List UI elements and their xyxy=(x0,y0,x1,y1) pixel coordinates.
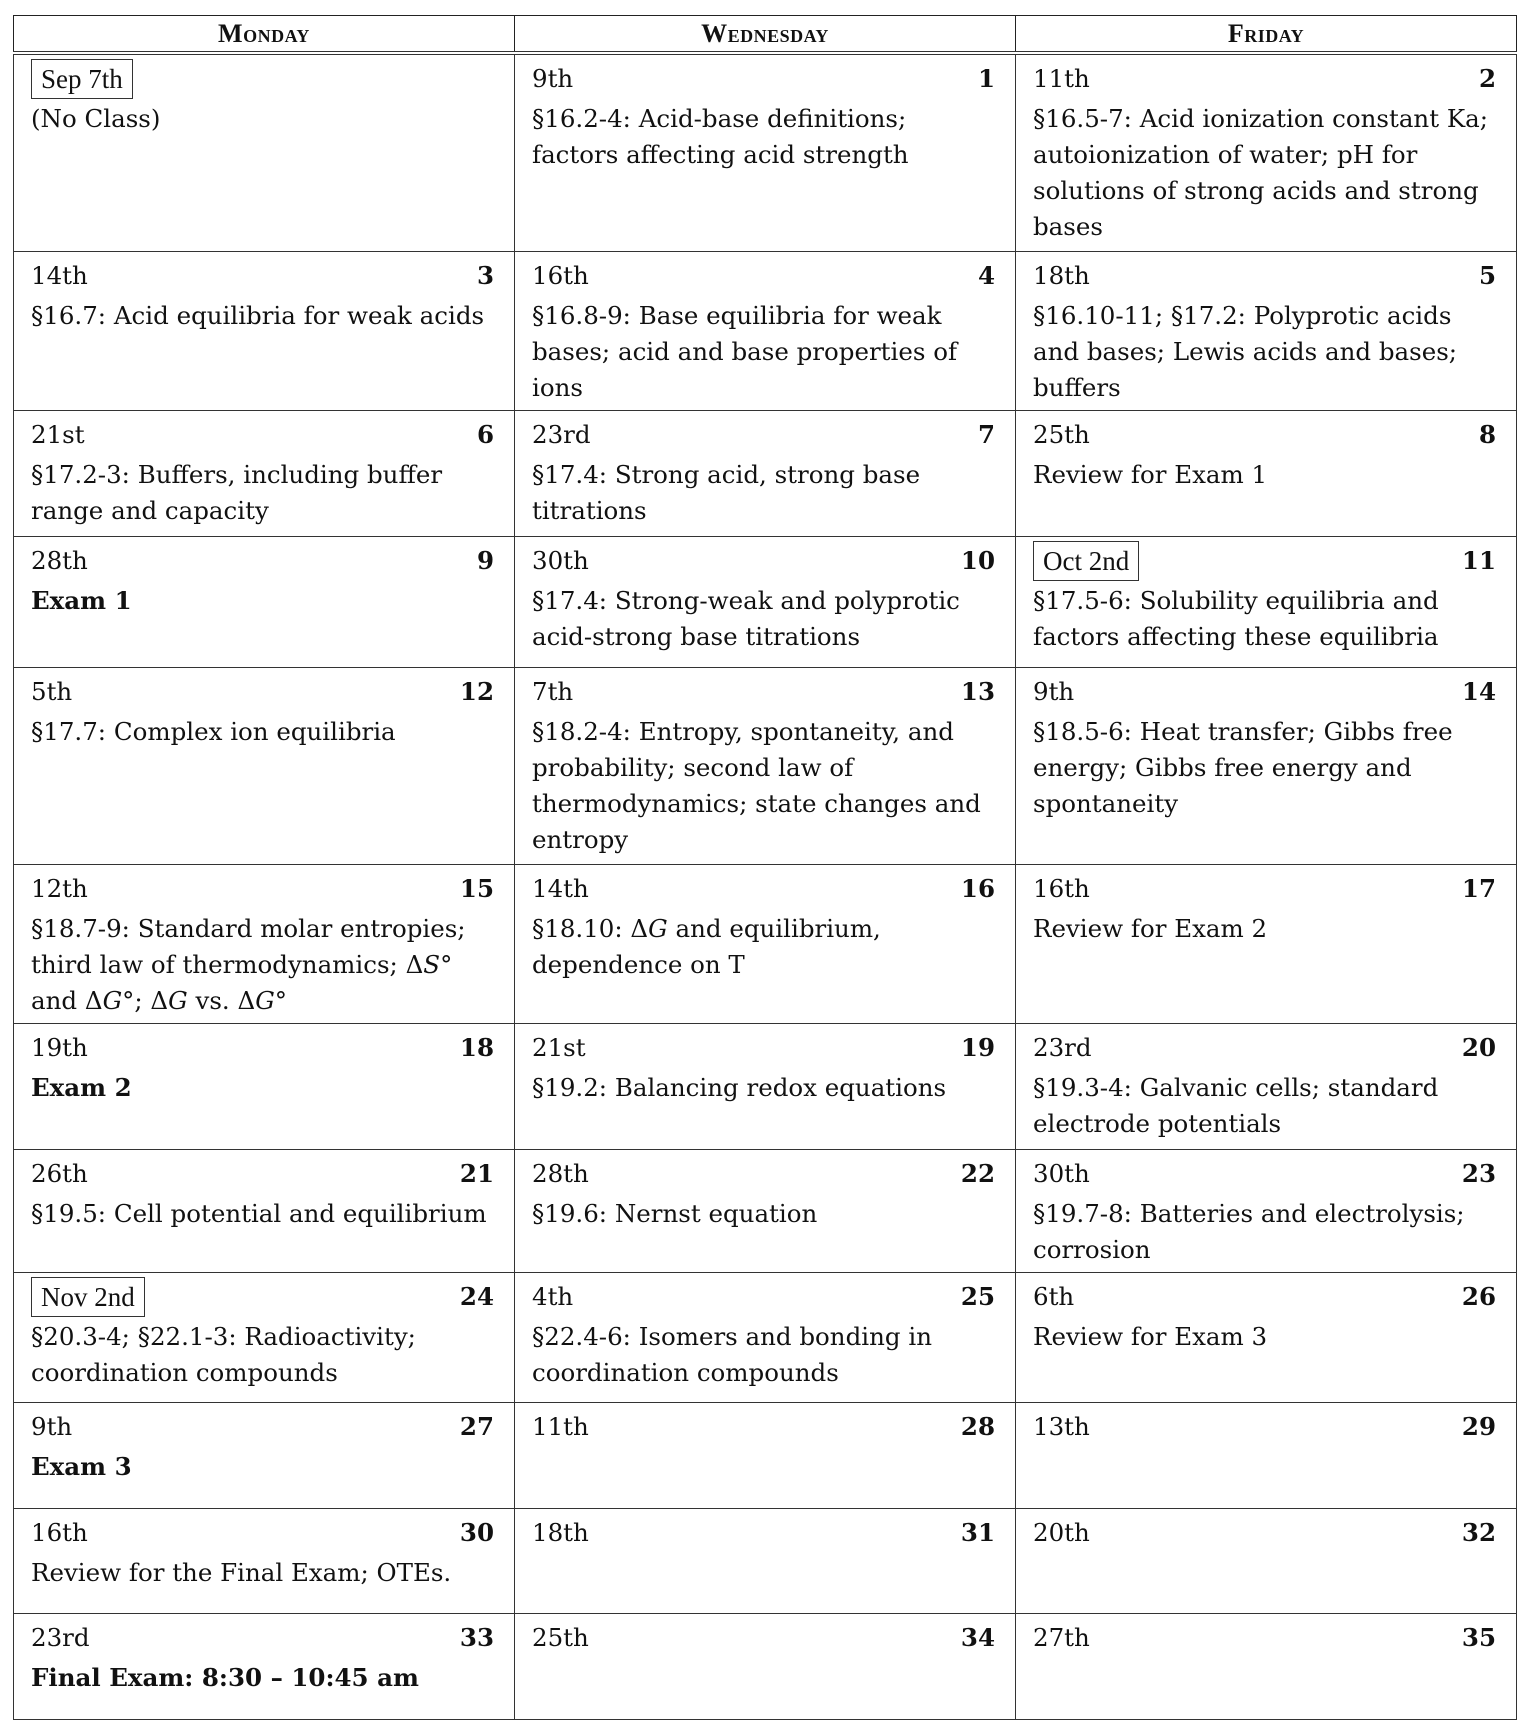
cell-header xyxy=(532,674,995,710)
lecture-number: 15 xyxy=(459,873,494,903)
topic-text: §19.5: Cell potential and equilibrium xyxy=(31,1198,487,1228)
course-schedule-table xyxy=(13,15,1517,1720)
day-cell-wednesday xyxy=(515,1402,1016,1508)
topic-text: §18.7-9: Standard molar entropies; third law of thermodynamics; ΔS° and ΔG°; ΔG vs. ΔG° xyxy=(31,913,466,1015)
topic-text: §20.3-4; §22.1-3: Radioactivity; coordination compounds xyxy=(31,1321,416,1387)
cell-header xyxy=(1033,871,1496,907)
cell-header xyxy=(1033,1620,1496,1656)
day-cell-monday xyxy=(14,536,515,667)
lecture-number: 18 xyxy=(459,1032,494,1062)
day-cell-wednesday xyxy=(515,864,1016,1023)
lecture-number: 16 xyxy=(960,873,995,903)
lecture-number: 33 xyxy=(459,1622,494,1652)
cell-header xyxy=(532,543,995,579)
topic-text: §16.5-7: Acid ionization constant Ka; autoionization of water; pH for solutions of strong acids and strong bases xyxy=(1033,104,1488,241)
day-cell-friday xyxy=(1016,1402,1517,1508)
day-cell-monday xyxy=(14,53,515,251)
week-row xyxy=(14,1508,1517,1613)
date-label: 27th xyxy=(1033,1622,1090,1652)
topic-text: Review for Exam 2 xyxy=(1033,913,1268,943)
cell-header xyxy=(532,1515,995,1551)
cell-header xyxy=(532,1156,995,1192)
day-cell-wednesday xyxy=(515,1613,1016,1719)
week-row xyxy=(14,1613,1517,1719)
day-cell-wednesday xyxy=(515,1023,1016,1149)
cell-header xyxy=(31,543,494,579)
cell-header xyxy=(1033,1030,1496,1066)
lecture-number: 14 xyxy=(1461,676,1496,706)
lecture-number: 19 xyxy=(960,1032,995,1062)
lecture-number: 25 xyxy=(960,1281,995,1311)
lecture-number: 12 xyxy=(459,676,494,706)
cell-header xyxy=(31,258,494,294)
cell-header xyxy=(532,871,995,907)
cell-header xyxy=(31,1030,494,1066)
lecture-number: 28 xyxy=(960,1411,995,1441)
date-label: 25th xyxy=(1033,419,1090,449)
cell-header xyxy=(31,417,494,453)
day-cell-friday xyxy=(1016,410,1517,536)
date-label: 23rd xyxy=(532,419,591,449)
lecture-number: 32 xyxy=(1461,1517,1496,1547)
cell-header xyxy=(31,61,494,97)
date-label: 20th xyxy=(1033,1517,1090,1547)
day-cell-monday xyxy=(14,1508,515,1613)
topic-text: §16.7: Acid equilibria for weak acids xyxy=(31,300,485,330)
topic-text: §19.7-8: Batteries and electrolysis; corrosion xyxy=(1033,1198,1465,1264)
lecture-number: 21 xyxy=(459,1158,494,1188)
date-label: 25th xyxy=(532,1622,589,1652)
day-cell-monday xyxy=(14,667,515,864)
date-label: 12th xyxy=(31,873,88,903)
topic-text: §16.8-9: Base equilibria for weak bases; acid and base properties of ions xyxy=(532,300,958,402)
table-body xyxy=(14,53,1517,1719)
day-cell-friday xyxy=(1016,1272,1517,1402)
cell-header xyxy=(1033,417,1496,453)
cell-header xyxy=(532,1030,995,1066)
month-date-label: Nov 2nd xyxy=(31,1277,145,1317)
date-label: 6th xyxy=(1033,1281,1075,1311)
day-cell-monday xyxy=(14,251,515,410)
week-row xyxy=(14,1023,1517,1149)
cell-header xyxy=(31,1409,494,1445)
week-row xyxy=(14,536,1517,667)
cell-header xyxy=(1033,61,1496,97)
lecture-number: 9 xyxy=(476,545,494,575)
date-label: 4th xyxy=(532,1281,574,1311)
date-label: 28th xyxy=(532,1158,589,1188)
day-cell-wednesday xyxy=(515,1508,1016,1613)
week-row xyxy=(14,1272,1517,1402)
date-label: 11th xyxy=(532,1411,589,1441)
topic-text: §17.5-6: Solubility equilibria and factors affecting these equilibria xyxy=(1033,585,1439,651)
lecture-number: 10 xyxy=(960,545,995,575)
date-label: 9th xyxy=(532,64,574,93)
date-label: 30th xyxy=(1033,1158,1090,1188)
lecture-number: 34 xyxy=(960,1622,995,1652)
day-cell-monday xyxy=(14,410,515,536)
day-cell-friday xyxy=(1016,1508,1517,1613)
month-date-label: Oct 2nd xyxy=(1033,541,1139,581)
cell-header xyxy=(532,61,995,97)
week-row xyxy=(14,864,1517,1023)
lecture-number: 6 xyxy=(476,419,494,449)
date-label: 14th xyxy=(31,260,88,290)
cell-header xyxy=(31,871,494,907)
date-label: 18th xyxy=(1033,260,1090,290)
exam-label: Exam 1 xyxy=(31,585,132,615)
topic-text: §16.2-4: Acid-base definitions; factors affecting acid strength xyxy=(532,104,909,169)
lecture-number: 22 xyxy=(960,1158,995,1188)
day-cell-wednesday xyxy=(515,667,1016,864)
exam-label: Exam 2 xyxy=(31,1072,132,1102)
topic-text: §22.4-6: Isomers and bonding in coordination compounds xyxy=(532,1321,932,1387)
day-cell-wednesday xyxy=(515,410,1016,536)
lecture-number: 4 xyxy=(977,260,995,290)
lecture-number: 11 xyxy=(1461,545,1496,575)
cell-header xyxy=(532,1279,995,1315)
lecture-number: 23 xyxy=(1461,1158,1496,1188)
date-label: 30th xyxy=(532,545,589,575)
cell-header xyxy=(532,1620,995,1656)
day-cell-friday xyxy=(1016,864,1517,1023)
week-row xyxy=(14,667,1517,864)
date-label: 13th xyxy=(1033,1411,1090,1441)
day-cell-wednesday xyxy=(515,1272,1016,1402)
cell-header xyxy=(1033,674,1496,710)
date-label: 19th xyxy=(31,1032,88,1062)
topic-text: §17.4: Strong-weak and polyprotic acid-strong base titrations xyxy=(532,585,960,651)
lecture-number: 13 xyxy=(960,676,995,706)
cell-header xyxy=(1033,1279,1496,1315)
topic-text: §18.10: ΔG and equilibrium, dependence on T xyxy=(532,913,881,979)
date-label: 21st xyxy=(31,419,85,449)
topic-text: §19.3-4: Galvanic cells; standard electrode potentials xyxy=(1033,1072,1439,1138)
topic-text: Review for Exam 3 xyxy=(1033,1321,1268,1351)
cell-header xyxy=(31,1620,494,1656)
day-cell-wednesday xyxy=(515,1149,1016,1272)
day-cell-monday xyxy=(14,1023,515,1149)
date-label: 23rd xyxy=(1033,1032,1092,1062)
date-label: 11th xyxy=(1033,64,1090,93)
day-cell-wednesday xyxy=(515,536,1016,667)
day-cell-monday xyxy=(14,1613,515,1719)
date-label: 16th xyxy=(1033,873,1090,903)
cell-header xyxy=(532,417,995,453)
topic-text: §18.2-4: Entropy, spontaneity, and probability; second law of thermodynamics; state changes and entropy xyxy=(532,716,981,854)
header-row xyxy=(14,16,1517,54)
day-cell-friday xyxy=(1016,667,1517,864)
header-wednesday: Wednesday xyxy=(515,16,1016,54)
lecture-number: 8 xyxy=(1478,419,1496,449)
cell-header xyxy=(1033,1409,1496,1445)
cell-header xyxy=(532,258,995,294)
lecture-number: 5 xyxy=(1478,260,1496,290)
topic-text: §16.10-11; §17.2: Polyprotic acids and bases; Lewis acids and bases; buffers xyxy=(1033,300,1458,402)
month-date-label: Sep 7th xyxy=(31,59,133,99)
day-cell-friday xyxy=(1016,1023,1517,1149)
date-label: 5th xyxy=(31,676,73,706)
cell-header xyxy=(31,674,494,710)
cell-header xyxy=(1033,258,1496,294)
lecture-number: 7 xyxy=(977,419,995,449)
lecture-number: 29 xyxy=(1461,1411,1496,1441)
day-cell-friday xyxy=(1016,1149,1517,1272)
date-label: 23rd xyxy=(31,1622,90,1652)
cell-header xyxy=(532,1409,995,1445)
lecture-number: 31 xyxy=(960,1517,995,1547)
week-row xyxy=(14,251,1517,410)
date-label: 21st xyxy=(532,1032,586,1062)
lecture-number: 2 xyxy=(1478,64,1496,93)
cell-header xyxy=(31,1515,494,1551)
date-label: 26th xyxy=(31,1158,88,1188)
date-label: 16th xyxy=(31,1517,88,1547)
topic-text: §17.2-3: Buffers, including buffer range and capacity xyxy=(31,459,443,525)
header-monday: Monday xyxy=(14,16,515,54)
lecture-number: 27 xyxy=(459,1411,494,1441)
week-row xyxy=(14,53,1517,251)
lecture-number: 1 xyxy=(977,64,995,93)
date-label: 9th xyxy=(31,1411,73,1441)
cell-header xyxy=(1033,543,1496,579)
lecture-number: 26 xyxy=(1461,1281,1496,1311)
table-header xyxy=(14,16,1517,54)
day-cell-friday xyxy=(1016,53,1517,251)
exam-label: Final Exam: 8:30 – 10:45 am xyxy=(31,1662,419,1692)
cell-header xyxy=(1033,1515,1496,1551)
date-label: 9th xyxy=(1033,676,1075,706)
date-label: 18th xyxy=(532,1517,589,1547)
cell-header xyxy=(1033,1156,1496,1192)
week-row xyxy=(14,1402,1517,1508)
topic-text: §18.5-6: Heat transfer; Gibbs free energy; Gibbs free energy and spontaneity xyxy=(1033,716,1453,818)
lecture-number: 17 xyxy=(1461,873,1496,903)
week-row xyxy=(14,410,1517,536)
lecture-number: 30 xyxy=(459,1517,494,1547)
lecture-number: 35 xyxy=(1461,1622,1496,1652)
day-cell-friday xyxy=(1016,1613,1517,1719)
day-cell-wednesday xyxy=(515,53,1016,251)
exam-label: Exam 3 xyxy=(31,1451,132,1481)
header-friday: Friday xyxy=(1016,16,1517,54)
date-label: 28th xyxy=(31,545,88,575)
topic-text: §19.2: Balancing redox equations xyxy=(532,1072,947,1102)
topic-text: §17.7: Complex ion equilibria xyxy=(31,716,396,746)
date-label: 7th xyxy=(532,676,574,706)
topic-text: Review for the Final Exam; OTEs. xyxy=(31,1557,452,1587)
week-row xyxy=(14,1149,1517,1272)
lecture-number: 3 xyxy=(476,260,494,290)
date-label: 16th xyxy=(532,260,589,290)
day-cell-wednesday xyxy=(515,251,1016,410)
day-cell-friday xyxy=(1016,251,1517,410)
day-cell-monday xyxy=(14,1149,515,1272)
cell-header xyxy=(31,1279,494,1315)
topic-text: Review for Exam 1 xyxy=(1033,459,1268,489)
lecture-number: 24 xyxy=(459,1281,494,1311)
date-label: 14th xyxy=(532,873,589,903)
day-cell-monday xyxy=(14,864,515,1023)
lecture-number: 20 xyxy=(1461,1032,1496,1062)
topic-text: §17.4: Strong acid, strong base titrations xyxy=(532,459,921,525)
cell-header xyxy=(31,1156,494,1192)
day-cell-friday xyxy=(1016,536,1517,667)
topic-text: (No Class) xyxy=(31,104,161,133)
day-cell-monday xyxy=(14,1402,515,1508)
day-cell-monday xyxy=(14,1272,515,1402)
topic-text: §19.6: Nernst equation xyxy=(532,1198,818,1228)
